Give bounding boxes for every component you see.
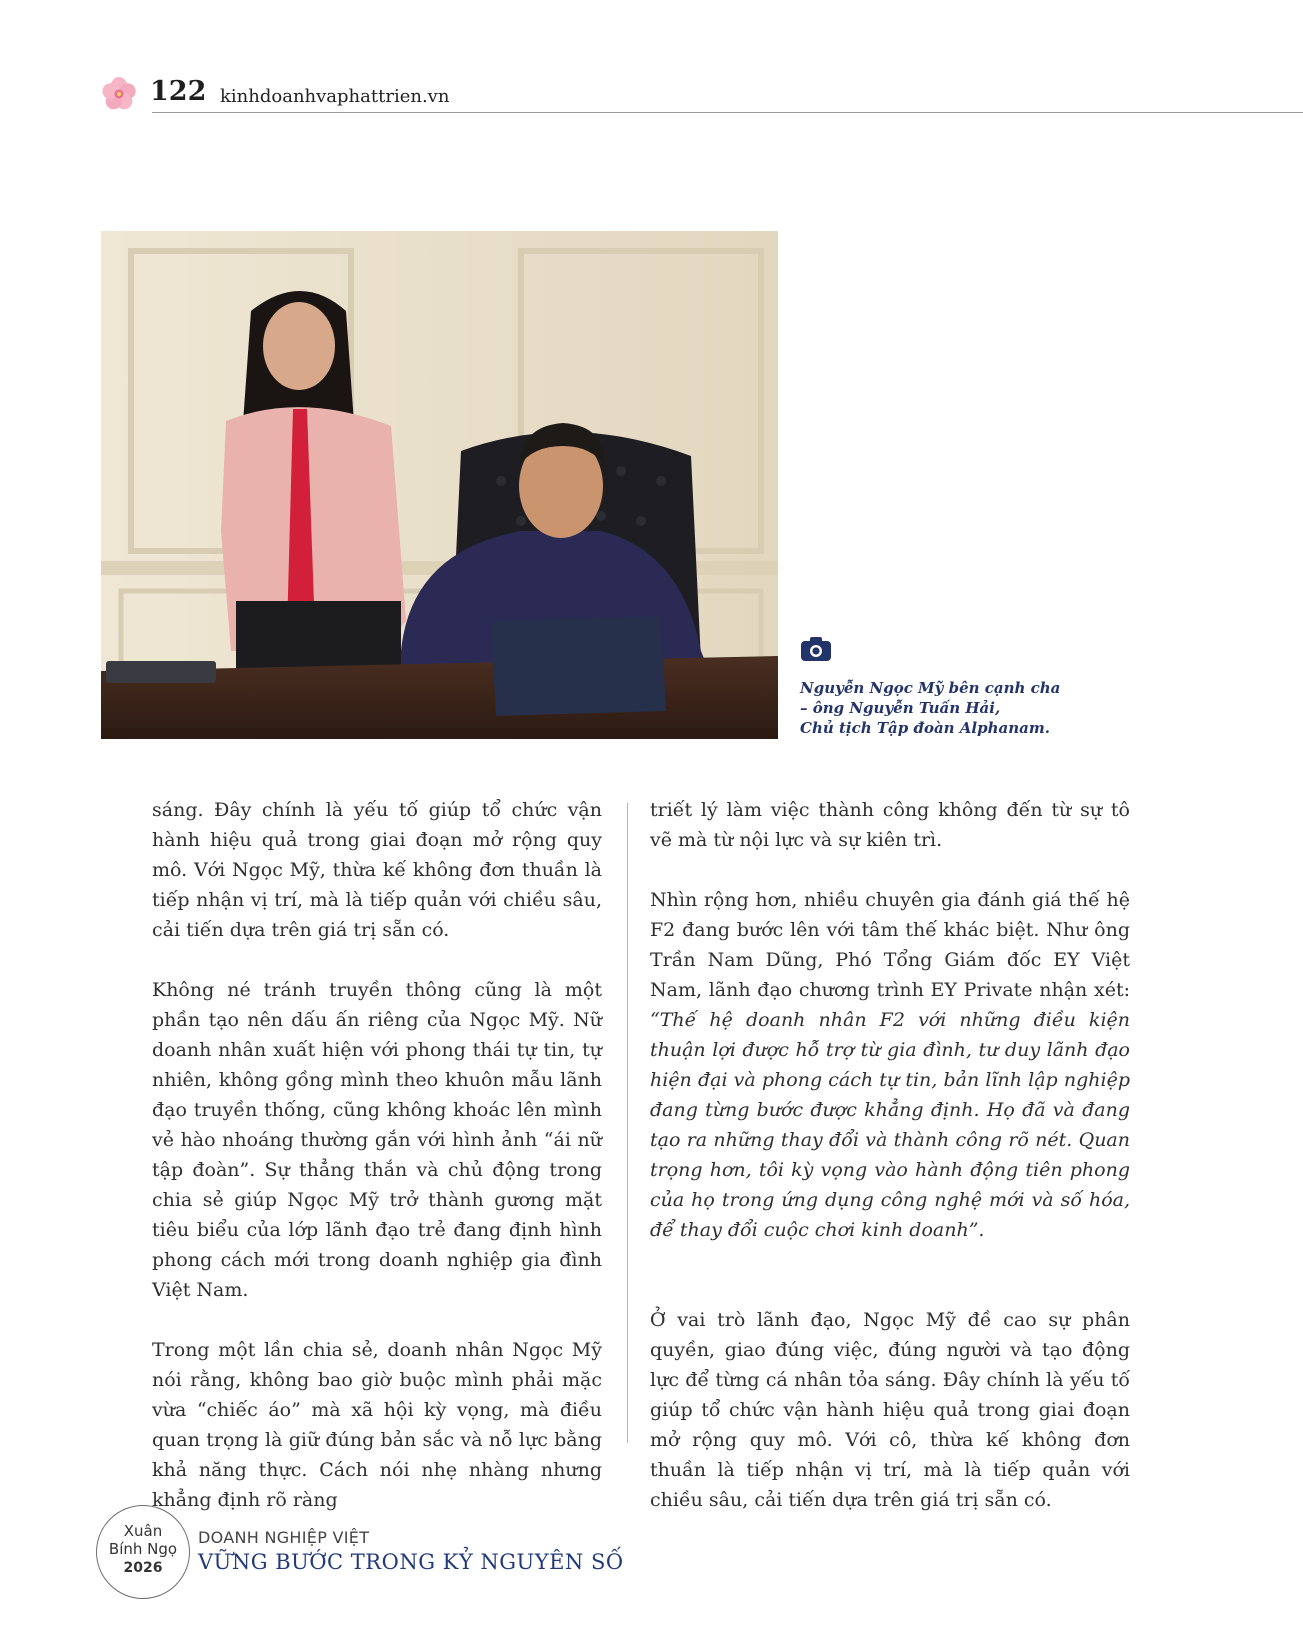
article-photo — [101, 231, 778, 739]
paragraph: triết lý làm việc thành công không đến từ sự tô vẽ mà từ nội lực và sự kiên trì. — [650, 799, 1130, 851]
site-name[interactable]: kinhdoanhvaphattrien.vn — [220, 86, 450, 107]
column-divider — [627, 803, 628, 1443]
paragraph: Ở vai trò lãnh đạo, Ngọc Mỹ đề cao sự phân quyền, giao đúng việc, đúng người và tạo động lực để từng cá nhân tỏa sáng. Đây chính là yếu tố giúp tổ chức vận hành hiệu quả trong giai đoạn mở rộng quy mô. Với cô, thừa kế không đơn thuần là tiếp nhận vị trí, mà là tiếp quản với chiều sâu, cải tiến dựa trên giá trị sẵn có. — [650, 1309, 1130, 1511]
badge-year: 2026 — [123, 1560, 163, 1576]
quote-intro: Nhìn rộng hơn, nhiều chuyên gia đánh giá thế hệ F2 đang bước lên với tâm thế khác biệt. Như ông Trần Nam Dũng, Phó Tổng Giám đốc EY Việt Nam, lãnh đạo chương trình EY Private nhận xét: — [650, 889, 1130, 1001]
footer-title: VỮNG BƯỚC TRONG KỶ NGUYÊN SỐ — [198, 1550, 624, 1574]
issue-badge — [96, 1505, 190, 1599]
photo-caption — [800, 678, 1100, 738]
page-number: 122 — [150, 76, 207, 107]
caption-line: Chủ tịch Tập đoàn Alphanam. — [800, 719, 1050, 737]
camera-icon — [800, 636, 832, 662]
badge-line: Xuân — [123, 1522, 163, 1540]
quote-paragraph — [650, 885, 1130, 1245]
right-column — [650, 795, 1130, 1545]
cherry-blossom-icon — [100, 75, 138, 113]
paragraph: Trong một lần chia sẻ, doanh nhân Ngọc Mỹ nói rằng, không bao giờ buộc mình phải mặc vừa “chiếc áo” mà xã hội kỳ vọng, mà điều quan trọng là giữ đúng bản sắc và nỗ lực bằng khả năng thực. Cách nói nhẹ nhàng nhưng khẳng định rõ ràng — [152, 1339, 602, 1511]
expert-quote: “Thế hệ doanh nhân F2 với những điều kiện thuận lợi được hỗ trợ từ gia đình, tư duy lãnh đạo hiện đại và phong cách tự tin, bản lĩnh lập nghiệp đang từng bước được khẳng định. Họ đã và đang tạo ra những thay đổi và thành công rõ nét. Quan trọng hơn, tôi kỳ vọng vào hành động tiên phong của họ trong ứng dụng công nghệ mới và số hóa, để thay đổi cuộc chơi kinh doanh”. — [650, 1009, 1130, 1241]
footer-kicker: DOANH NGHIỆP VIỆT — [198, 1528, 370, 1547]
header-divider — [152, 112, 1303, 113]
paragraph: Không né tránh truyền thông cũng là một phần tạo nên dấu ấn riêng của Ngọc Mỹ. Nữ doanh nhân xuất hiện với phong thái tự tin, tự nhiên, không gồng mình theo khuôn mẫu lãnh đạo truyền thống, cũng không khoác lên mình vẻ hào nhoáng thường gắn với hình ảnh “ái nữ tập đoàn”. Sự thẳng thắn và chủ động trong chia sẻ giúp Ngọc Mỹ trở thành gương mặt tiêu biểu của lớp lãnh đạo trẻ đang định hình phong cách mới trong doanh nghiệp gia đình Việt Nam. — [152, 979, 602, 1301]
caption-line: Nguyễn Ngọc Mỹ bên cạnh cha — [800, 679, 1061, 697]
caption-line: – ông Nguyễn Tuấn Hải, — [800, 699, 1001, 717]
badge-line: Bính Ngọ — [108, 1540, 178, 1558]
left-column — [152, 795, 602, 1545]
paragraph: sáng. Đây chính là yếu tố giúp tổ chức vận hành hiệu quả trong giai đoạn mở rộng quy mô. Với Ngọc Mỹ, thừa kế không đơn thuần là tiếp nhận vị trí, mà là tiếp quản với chiều sâu, cải tiến dựa trên giá trị sẵn có. — [152, 799, 602, 941]
